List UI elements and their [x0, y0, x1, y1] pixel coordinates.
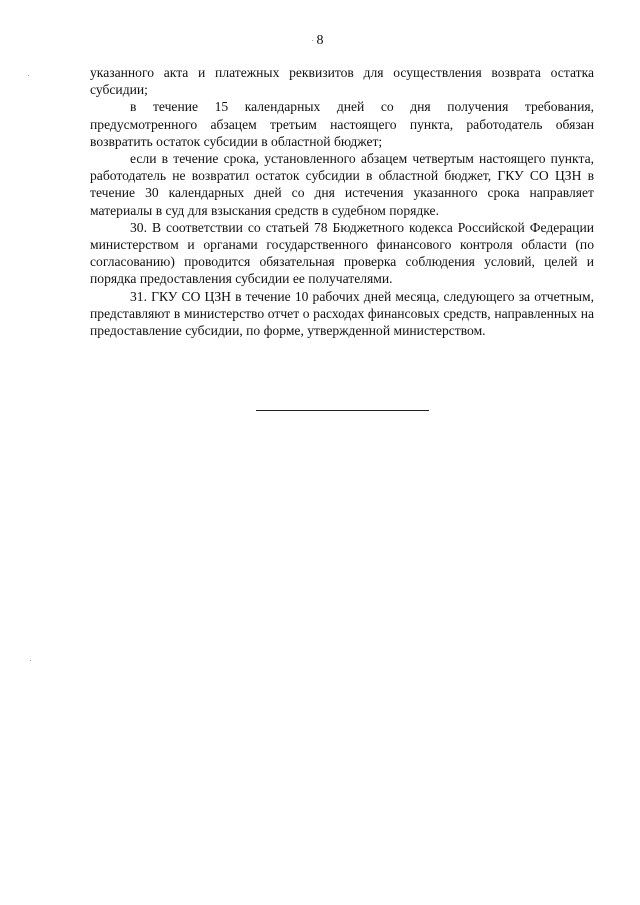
paragraph-item-31: 31. ГКУ СО ЦЗН в течение 10 рабочих дней месяца, следующего за отчетным, представляют в министерство отчет о расходах финансовых средств, направленных на предоставление субсидии, по форме, утвержденной министерством. [90, 288, 594, 339]
scan-artifact [28, 75, 29, 76]
paragraph-return-details: указанного акта и платежных реквизитов для осуществления возврата остатка субсидии; [90, 65, 594, 98]
paragraph-item-30: 30. В соответствии со статьей 78 Бюджетного кодекса Российской Федерации министерством и органами государственного финансового контроля области (по согласованию) проводится обязательная проверка соблюдения условий, целей и порядка предоставления субсидии ее получателями. [90, 219, 594, 287]
scan-artifact [312, 40, 313, 41]
end-of-text-divider [256, 410, 429, 411]
paragraph-court-recovery: если в течение срока, установленного абзацем четвертым настоящего пункта, работодатель не возвратил остаток субсидии в областной бюджет, ГКУ СО ЦЗН в течение 30 календарных дней со дня истечения указанного срока направляет материалы в суд для взыскания средств в судебном порядке. [90, 151, 594, 218]
page-number: 8 [316, 33, 324, 48]
scan-artifact [30, 660, 31, 661]
paragraph-return-deadline: в течение 15 календарных дней со дня получения требования, предусмотренного абзацем третьим настоящего пункта, работодатель обязан возвратить остаток субсидии в областной бюджет; [90, 99, 594, 149]
document-body [90, 64, 594, 339]
